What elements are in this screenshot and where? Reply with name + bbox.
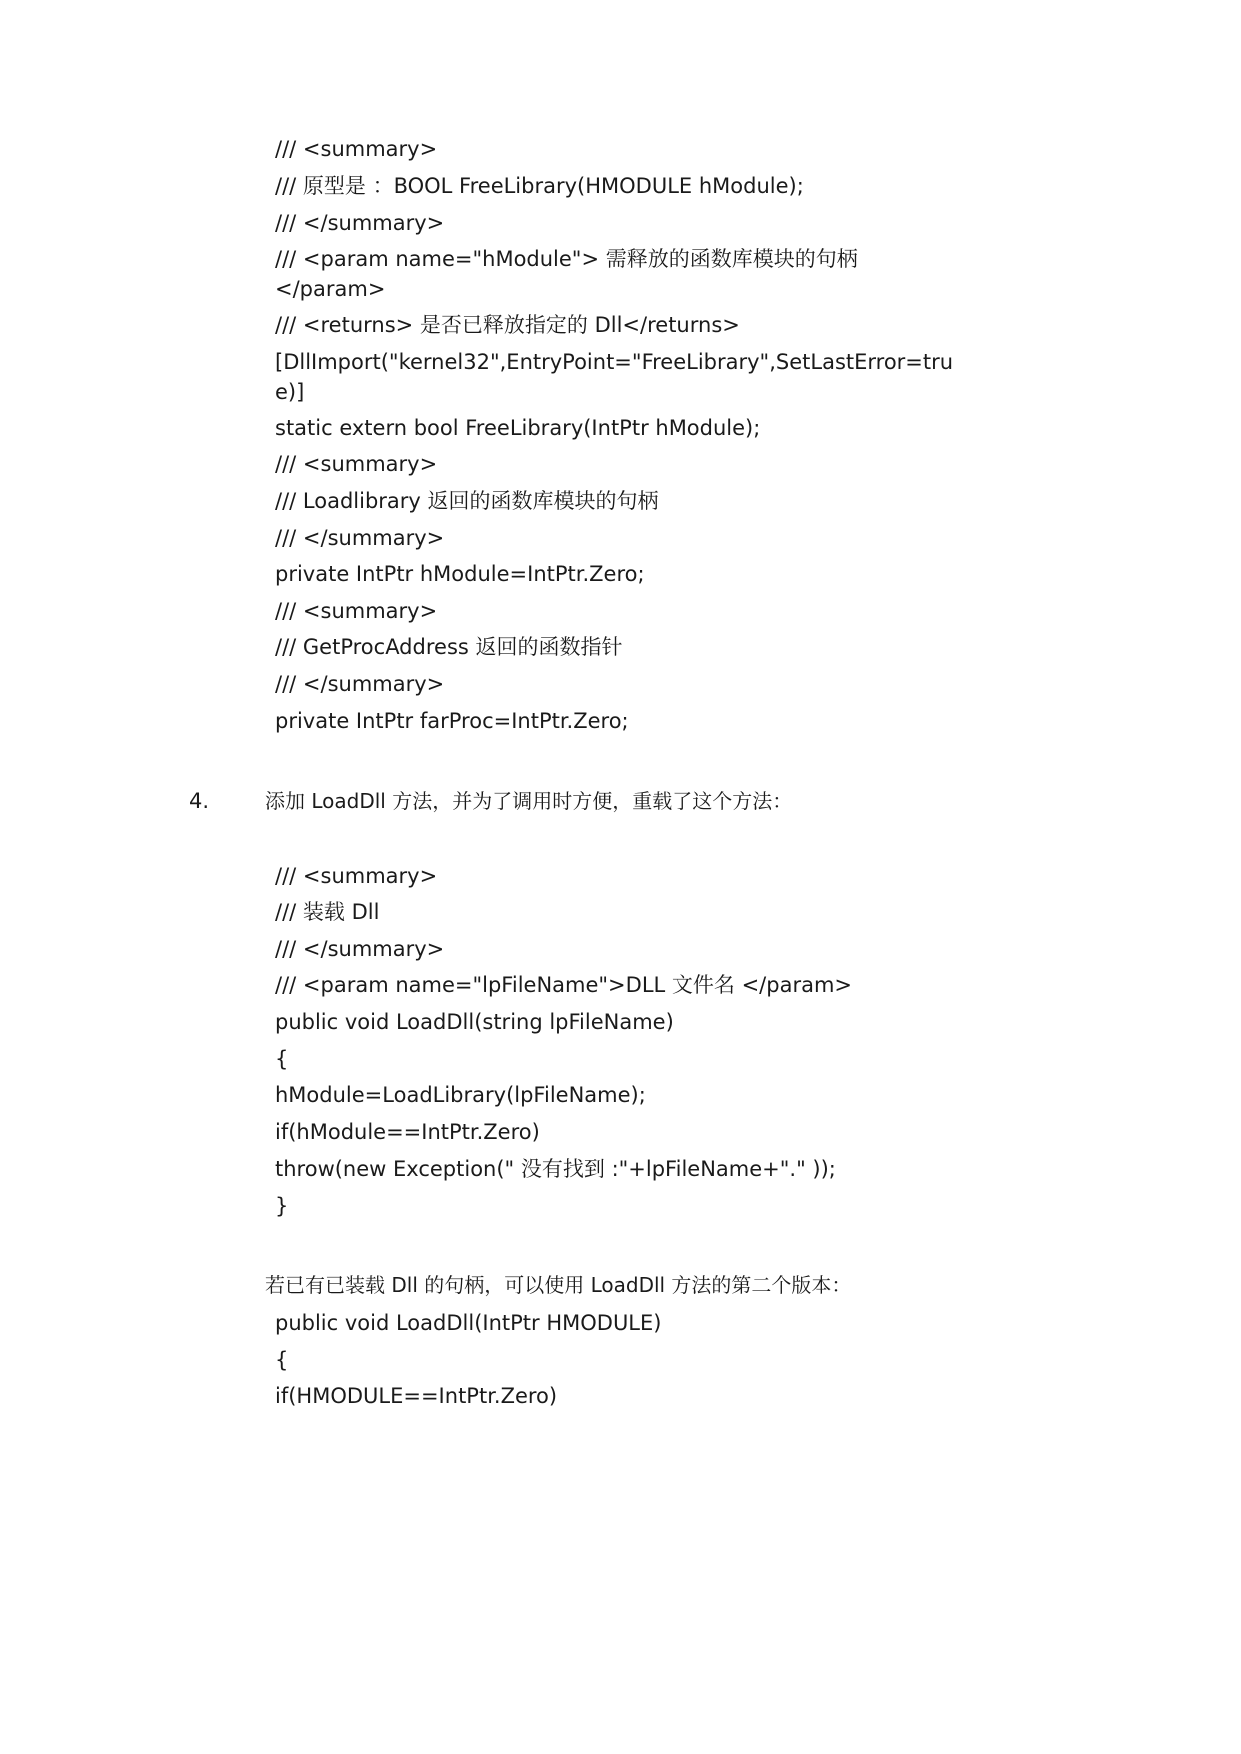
code-line: </param> bbox=[275, 277, 386, 301]
code-line: public void LoadDll(IntPtr HMODULE) bbox=[275, 1311, 662, 1335]
code-line: /// Loadlibrary 返回的函数库模块的句柄 bbox=[275, 489, 659, 513]
step-description: 添加 LoadDll 方法，并为了调用时方便，重载了这个方法： bbox=[265, 789, 793, 813]
code-line: { bbox=[275, 1047, 289, 1071]
code-line: /// </summary> bbox=[275, 937, 445, 961]
code-line: /// <param name="hModule"> 需释放的函数库模块的句柄 bbox=[275, 247, 858, 271]
code-line: /// </summary> bbox=[275, 672, 445, 696]
code-line: /// 装载 Dll bbox=[275, 900, 380, 924]
code-line: /// <summary> bbox=[275, 137, 438, 161]
code-line: /// GetProcAddress 返回的函数指针 bbox=[275, 635, 623, 659]
code-line: /// <summary> bbox=[275, 452, 438, 476]
code-line: /// </summary> bbox=[275, 526, 445, 550]
note-paragraph: 若已有已装载 Dll 的句柄，可以使用 LoadDll 方法的第二个版本： bbox=[265, 1273, 852, 1297]
code-line: [DllImport("kernel32",EntryPoint="FreeLibrary",SetLastError=tru bbox=[275, 350, 954, 374]
code-line: e)] bbox=[275, 380, 305, 404]
code-line: private IntPtr farProc=IntPtr.Zero; bbox=[275, 709, 629, 733]
code-line: /// </summary> bbox=[275, 211, 445, 235]
code-line: /// <summary> bbox=[275, 599, 438, 623]
code-line: { bbox=[275, 1348, 289, 1372]
step-number: 4. bbox=[189, 789, 210, 813]
code-line: if(hModule==IntPtr.Zero) bbox=[275, 1120, 540, 1144]
code-line: /// <returns> 是否已释放指定的 Dll</returns> bbox=[275, 313, 740, 337]
code-line: throw(new Exception(" 没有找到 :"+lpFileName+"." )); bbox=[275, 1157, 836, 1181]
code-line: hModule=LoadLibrary(lpFileName); bbox=[275, 1083, 646, 1107]
code-line: static extern bool FreeLibrary(IntPtr hModule); bbox=[275, 416, 761, 440]
code-line: private IntPtr hModule=IntPtr.Zero; bbox=[275, 562, 645, 586]
code-line: /// <param name="lpFileName">DLL 文件名 </param> bbox=[275, 973, 852, 997]
code-line: if(HMODULE==IntPtr.Zero) bbox=[275, 1384, 558, 1408]
code-line: public void LoadDll(string lpFileName) bbox=[275, 1010, 674, 1034]
code-line: /// <summary> bbox=[275, 864, 438, 888]
code-line: } bbox=[275, 1194, 289, 1218]
code-line: /// 原型是 ：BOOL FreeLibrary(HMODULE hModule); bbox=[275, 174, 804, 198]
